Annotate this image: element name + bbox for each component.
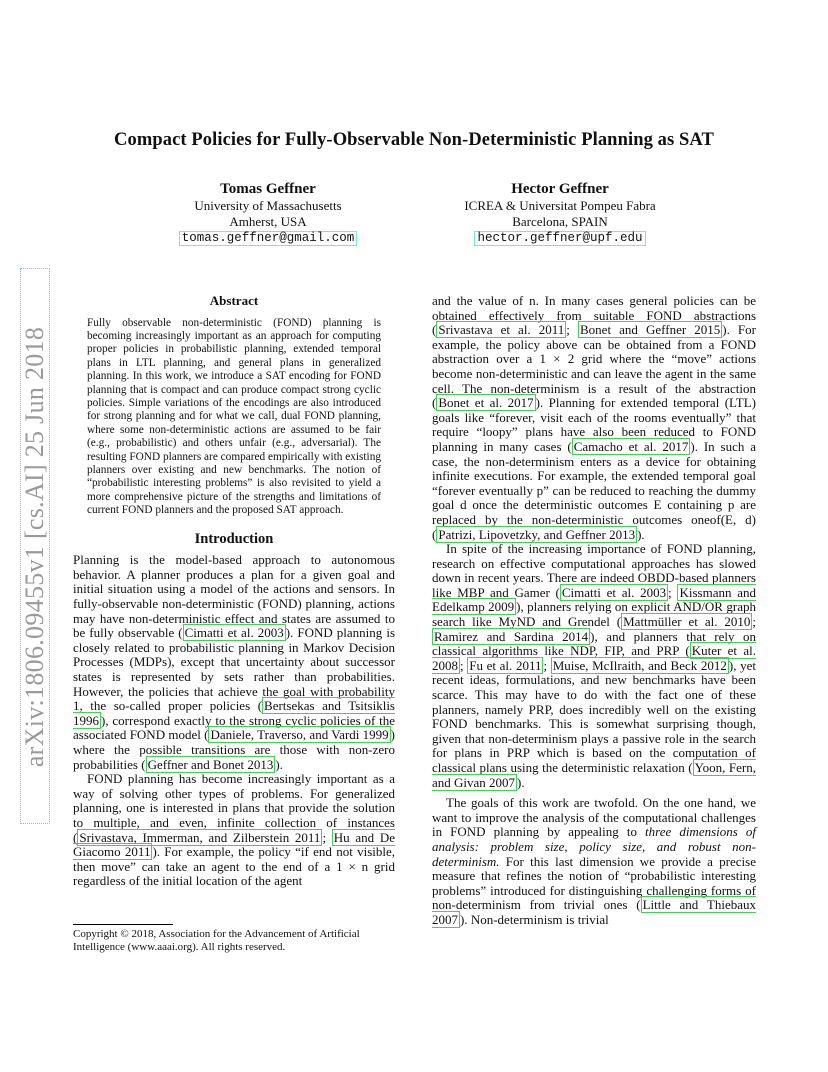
- citation-link[interactable]: Ramirez and Sardina 2014: [434, 628, 589, 644]
- citation-link[interactable]: Little and Thiebaux 2007: [432, 897, 756, 927]
- author-name: Hector Geffner: [511, 181, 609, 197]
- paragraph: The goals of this work are twofold. On the one hand, we want to improve the analysis of the computational challenges in FOND planning by appealing to three dimensions of analysis: problem size, policy size, and robust non-determinism. For this last dimension we provide a precise measure that refines the notion of “probabilistic interesting problems” introduced for distinguishing challenging forms of non-determinism from trivial ones ( Little and Thiebaux 2007 ). Non-determinism is trivial: [432, 795, 756, 927]
- copyright-notice: Copyright © 2018, Association for the Advancement of Artificial Intelligence (www.aaai.org). All rights reserved.: [73, 924, 395, 954]
- author-name: Tomas Geffner: [220, 181, 316, 197]
- citation-link[interactable]: Cimatti et al. 2003: [561, 584, 667, 600]
- citation-link[interactable]: Bonet and Geffner 2015: [580, 322, 721, 338]
- citation-link[interactable]: Muise, McIlraith, and Beck 2012: [552, 657, 727, 673]
- author-location: Barcelona, SPAIN: [512, 213, 608, 229]
- paragraph: and the value of n. In many cases general policies can be obtained effectively from suitable FOND abstractions ( Srivastava et al. 2011 ; Bonet and Geffner 2015 ). For example, the policy above can be obtained from a FOND abstraction over a 1 × 2 grid where the “move” actions become non-deterministic and can leave the agent in the same cell. The non-determinism is a result of the abstraction ( Bonet et al. 2017 ). Planning for extended temporal (LTL) goals like “forever, visit each of the rooms eventually” that require “loopy” plans have also been reduced to FOND planning in many cases ( Camacho et al. 2017 ). In such a case, the non-determinism enters as a device for obtaining infinite executions. For example, the extended temporal goal “forever eventually p” can be reduced to reaching the dummy goal d once the deterministic outcomes E containing p are replaced by the non-deterministic outcomes oneof(E, d) ( Patrizi, Lipovetzky, and Geffner 2013 ).: [432, 293, 757, 542]
- paper-title: Compact Policies for Fully-Observable Non-Deterministic Planning as SAT: [114, 130, 714, 150]
- citation-link[interactable]: Bertsekas and Tsitsiklis 1996: [73, 698, 395, 728]
- author-affiliation: University of Massachusetts: [194, 198, 342, 213]
- citation-link[interactable]: Yoon, Fern, and Givan 2007: [432, 760, 756, 790]
- citation-link[interactable]: Kissmann and Edelkamp 2009: [432, 584, 756, 615]
- arxiv-stamp: [20, 272, 50, 822]
- author-location: Amherst, USA: [229, 213, 307, 229]
- citation-link[interactable]: Kuter et al. 2008: [432, 643, 756, 673]
- citation-link[interactable]: Srivastava, Immerman, and Zilberstein 2011: [79, 829, 321, 845]
- abstract-heading: Abstract: [209, 293, 259, 308]
- abstract-text: Fully observable non-deterministic (FOND) planning is becoming increasingly important as an approach for computing proper policies in probabilistic planning, extended temporal plans in LTL planning, and general plans in generalized planning. In this work, we introduce a SAT encoding for FOND planning that is compact and can produce compact strong cyclic policies. Simple variations of the encodings are also introduced for strong planning and for what we call, dual FOND planning, where some non-deterministic actions are assumed to be fair (e.g., probabilistic) and others unfair (e.g., adversarial). The resulting FOND planners are compared empirically with existing planners over existing and new benchmarks. The notion of “probabilistic interesting problems” is also revisited to yield a more comprehensive picture of the strengths and limitations of current FOND planners and the proposed SAT approach.: [87, 316, 381, 517]
- left-column: [73, 294, 395, 889]
- author-email-link[interactable]: hector.geffner@upf.edu: [474, 231, 645, 246]
- citation-link[interactable]: Geffner and Bonet 2013: [147, 756, 274, 772]
- author-email-link[interactable]: tomas.geffner@gmail.com: [179, 231, 358, 246]
- citation-link[interactable]: Srivastava et al. 2011: [438, 322, 565, 338]
- author-block-2: [410, 180, 710, 246]
- paragraph: In spite of the increasing importance of FOND planning, research on effective computational approaches has slowed down in recent years. There are indeed OBDD-based planners like MBP and Gamer ( Cimatti et al. 2003 ; Kissmann and Edelkamp 2009 ), planners relying on explicit AND/OR graph search like MyND and Grendel ( Mattmüller et al. 2010 ; Ramirez and Sardina 2014 ), and planners that rely on classical algorithms like NDP, FIP, and PRP ( Kuter et al. 2008 ; Fu et al. 2011 ; Muise, McIlraith, and Beck 2012 ), yet recent ideas, formulations, and new benchmarks have been scarce. This may have to do with the fact one of these planners, namely PRP, does incredibly well on the existing FOND benchmarks. This is somewhat surprising though, given that non-determinism plays a passive role in the search for plans in PRP which is based on the computation of classical plans using the deterministic relaxation ( Yoon, Fern, and Givan 2007 ).: [432, 541, 757, 790]
- right-column: [432, 294, 756, 928]
- citation-link[interactable]: Camacho et al. 2017: [573, 438, 689, 454]
- paragraph: FOND planning has become increasingly important as a way of solving other types of problems. For generalized planning, one is interested in plans that provide the solution to multiple, and even, infinite collection of instances ( Srivastava, Immerman, and Zilberstein 2011 ; Hu and De Giacomo 2011 ). For example, the policy “if end not visible, then move” can take an agent to the end of a 1 × n grid regardless of the initial location of the agent: [73, 771, 395, 889]
- citation-link[interactable]: Fu et al. 2011: [469, 657, 542, 673]
- citation-link[interactable]: Hu and De Giacomo 2011: [73, 829, 395, 860]
- citation-link[interactable]: Mattmüller et al. 2010: [623, 614, 751, 630]
- arxiv-stamp-text: arXiv:1806.09455v1 [cs.AI] 25 Jun 2018: [20, 326, 49, 768]
- citation-link[interactable]: Bonet et al. 2017: [438, 395, 534, 411]
- paragraph: Planning is the model-based approach to autonomous behavior. A planner produces a plan for a given goal and initial situation using a model of the actions and sensors. In fully-observable non-deterministic (FOND) planning, actions may have non-deterministic effect and states are assumed to be fully observable ( Cimatti et al. 2003 ). FOND planning is closely related to probabilistic planning in Markov Decision Processes (MDPs), except that uncertainty about successor states is represented by sets rather than probabilities. However, the policies that achieve the goal with probability 1, the so-called proper policies ( Bertsekas and Tsitsiklis 1996 ), correspond exactly to the strong cyclic policies of the associated FOND model ( Daniele, Traverso, and Vardi 1999 ) where the possible transitions are those with non-zero probabilities ( Geffner and Bonet 2013 ).: [73, 552, 395, 772]
- citation-link[interactable]: Cimatti et al. 2003: [184, 625, 284, 641]
- author-block-1: [118, 180, 418, 246]
- citation-link[interactable]: Patrizi, Lipovetzky, and Geffner 2013: [438, 526, 636, 542]
- footnote-rule: [73, 924, 173, 925]
- citation-link[interactable]: Daniele, Traverso, and Vardi 1999: [210, 727, 389, 743]
- author-affiliation: ICREA & Universitat Pompeu Fabra: [464, 198, 656, 213]
- section-heading: Introduction: [194, 530, 274, 547]
